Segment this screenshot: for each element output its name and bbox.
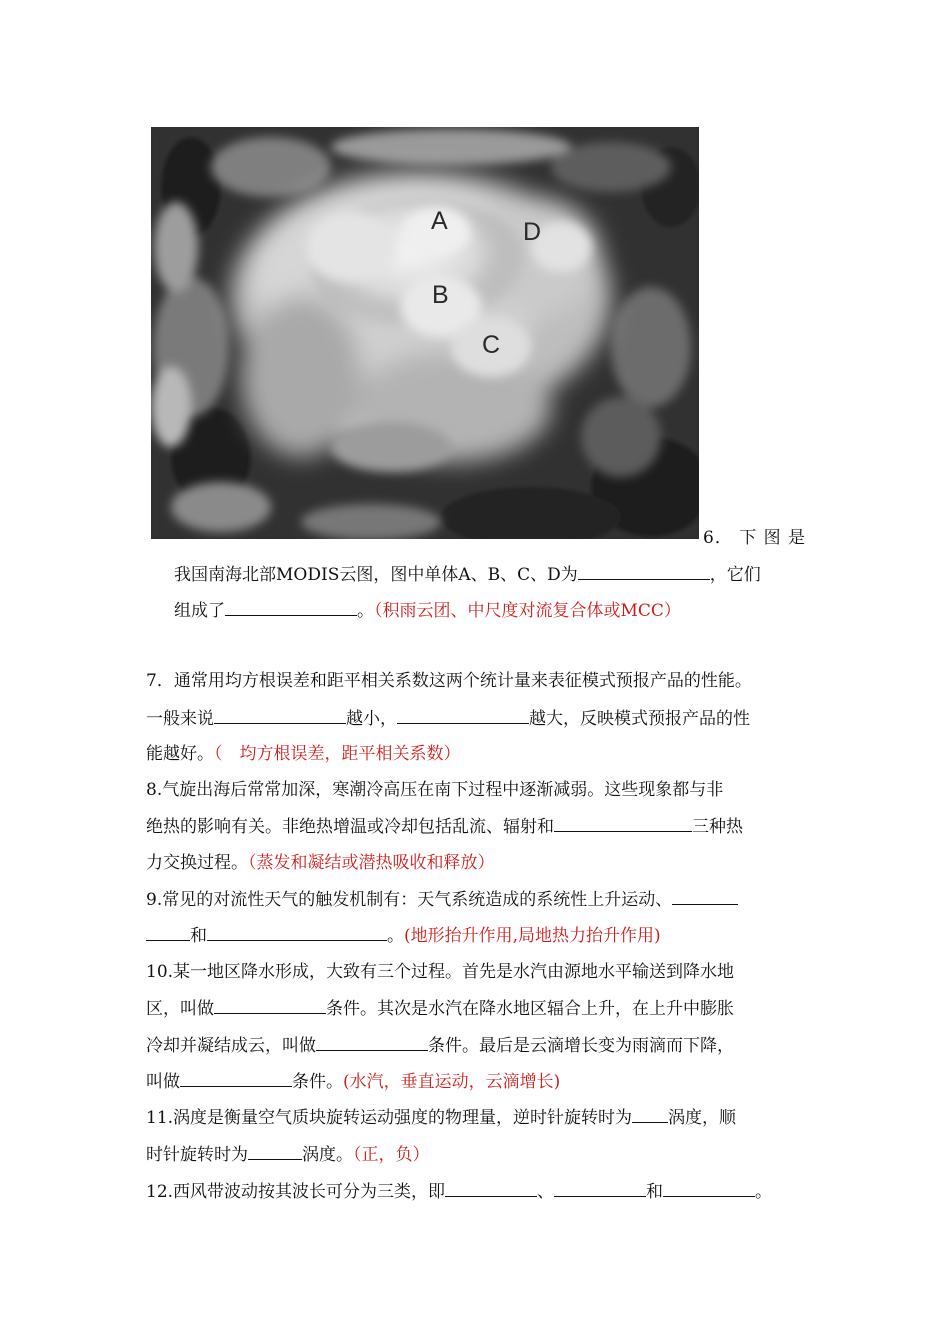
modis-cloud-image <box>151 127 699 539</box>
q7-line1: 7．通常用均方根误差和距平相关系数这两个统计量来表征模式预报产品的性能。 <box>146 671 752 691</box>
q7-blank-1[interactable] <box>214 706 346 724</box>
q10-blank-1[interactable] <box>214 996 326 1014</box>
q6-line2-text: 我国南海北部MODIS云图，图中单体A、B、C、D为 <box>174 565 578 585</box>
q9-blank-1b[interactable] <box>146 923 190 941</box>
q8-line2 <box>146 814 743 839</box>
q7-line3-text: 能越好。 <box>146 744 214 764</box>
q12-blank-3[interactable] <box>663 1179 755 1197</box>
q9-line2-mid: 和 <box>190 926 207 946</box>
q10-line2-text: 区，叫做 <box>146 999 214 1019</box>
q12-sep2: 和 <box>646 1182 664 1202</box>
q10-line4 <box>146 1069 560 1094</box>
q8-line2-end: 三种热 <box>692 817 743 837</box>
q9-line1 <box>146 887 738 912</box>
q12-line1 <box>146 1179 772 1204</box>
q6-line2 <box>174 562 761 587</box>
q12-end: 。 <box>755 1182 773 1202</box>
q9-blank-1a[interactable] <box>672 887 738 905</box>
q7-line2 <box>146 706 750 731</box>
q11-blank-1[interactable] <box>632 1105 668 1123</box>
q6-line3 <box>174 598 681 623</box>
q10-blank-2[interactable] <box>316 1033 428 1051</box>
q8-line2-text: 绝热的影响有关。非绝热增温或冷却包括乱流、辐射和 <box>146 817 554 837</box>
cloud-image-graphic <box>151 127 699 539</box>
q11-blank-2[interactable] <box>248 1142 302 1160</box>
q6-line1: 6． 下 图 是 <box>703 528 807 548</box>
q6-blank-2[interactable] <box>225 598 357 616</box>
q9-line1-text: 9.常见的对流性天气的触发机制有：天气系统造成的系统性上升运动、 <box>146 890 673 910</box>
q9-line2 <box>146 923 661 948</box>
q6-line3-text: 组成了 <box>174 601 225 621</box>
q12-line1-text: 12.西风带波动按其波长可分为三类，即 <box>146 1182 446 1202</box>
q9-line2-end: 。 <box>387 926 404 946</box>
q7-line2-text: 一般来说 <box>146 709 214 729</box>
label-c: C <box>482 331 501 359</box>
q11-line1-text: 11.涡度是衡量空气质块旋转运动强度的物理量，逆时针旋转时为 <box>146 1108 633 1128</box>
q10-line1: 10.某一地区降水形成，大致有三个过程。首先是水汽由源地水平输送到降水地 <box>146 962 735 982</box>
q10-line3-end: 条件。最后是云滴增长变为雨滴而下降， <box>428 1036 734 1056</box>
q8-line3-text: 力交换过程。 <box>146 853 248 873</box>
q12-blank-2[interactable] <box>554 1179 646 1197</box>
q10-line4-end: 条件。 <box>292 1072 343 1092</box>
q10-line4-text: 叫做 <box>146 1072 180 1092</box>
q12-sep1: 、 <box>537 1182 555 1202</box>
q12-blank-1[interactable] <box>445 1179 537 1197</box>
q6-answer: （积雨云团、中尺度对流复合体或MCC） <box>374 601 681 621</box>
q11-line2-end: 涡度。 <box>302 1145 353 1165</box>
q7-line2-end: 越大，反映模式预报产品的性 <box>529 709 750 729</box>
q9-answer: (地形抬升作用,局地热力抬升作用) <box>404 926 661 946</box>
label-a: A <box>431 207 448 235</box>
q9-blank-2[interactable] <box>207 923 387 941</box>
q11-answer: （正，负） <box>353 1145 430 1165</box>
q8-blank-1[interactable] <box>554 814 692 832</box>
label-d: D <box>523 218 542 246</box>
q11-line1-end: 涡度，顺 <box>668 1108 737 1128</box>
q11-line1 <box>146 1105 736 1130</box>
q7-blank-2[interactable] <box>397 706 529 724</box>
q10-blank-3[interactable] <box>180 1069 292 1087</box>
q8-line1: 8.气旋出海后常常加深，寒潮冷高压在南下过程中逐渐减弱。这些现象都与非 <box>146 780 724 800</box>
q10-answer: (水汽，垂直运动，云滴增长) <box>343 1072 561 1092</box>
q10-line3-text: 冷却并凝结成云，叫做 <box>146 1036 316 1056</box>
q10-line2 <box>146 996 734 1021</box>
q8-line3 <box>146 851 495 875</box>
label-b: B <box>432 281 449 309</box>
q7-answer: （ 均方根误差，距平相关系数） <box>214 744 461 764</box>
q6-line3-end: 。 <box>357 601 374 621</box>
q7-line2-mid: 越小， <box>346 709 397 729</box>
q10-line3 <box>146 1033 734 1058</box>
q6-blank-1[interactable] <box>578 562 710 580</box>
q8-answer: （蒸发和凝结或潜热吸收和释放） <box>248 853 495 873</box>
q7-line3 <box>146 742 461 766</box>
q11-line2 <box>146 1142 430 1167</box>
q11-line2-text: 时针旋转时为 <box>146 1145 248 1165</box>
q10-line2-end: 条件。其次是水汽在降水地区辐合上升，在上升中膨胀 <box>326 999 734 1019</box>
q6-line2-end: ，它们 <box>709 565 761 585</box>
